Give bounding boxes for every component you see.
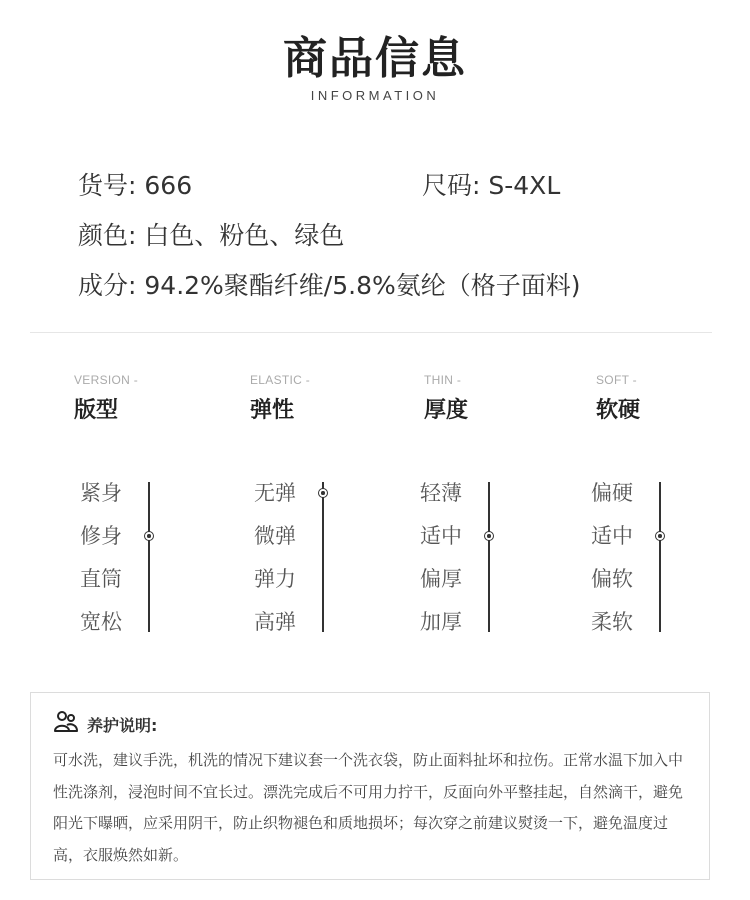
size (422, 170, 560, 202)
scale-thin (420, 478, 560, 634)
item-number-value: 666 (144, 171, 193, 200)
scale-option: 高弹 (254, 610, 296, 634)
scale-option: 适中 (591, 524, 633, 548)
material-label: 成分: (78, 271, 137, 300)
attr-cn-label: 软硬 (596, 398, 641, 423)
item-number-label: 货号: (78, 171, 137, 200)
attr-en-label: THIN - (424, 373, 462, 387)
scale-option: 直筒 (80, 567, 122, 591)
attr-en-label: ELASTIC - (250, 373, 311, 387)
scale-option: 偏硬 (591, 481, 633, 505)
care-text: 可水洗，建议手洗，机洗的情况下建议套一个洗衣袋，防止面料扯坏和拉伤。正常水温下加入中性洗涤剂，浸泡时间不宜长过。漂洗完成后不可用力拧干，反面向外平整挂起，自然滴干，避免阳光下曝晒，应采用阴干，防止织物褪色和质地损坏；每次穿之前建议熨烫一下，避免温度过高，衣服焕然如新。 (53, 751, 684, 864)
scale-option: 宽松 (80, 610, 122, 634)
size-label: 尺码: (422, 171, 481, 200)
scale-option: 无弹 (254, 481, 296, 505)
page-subtitle: INFORMATION (310, 88, 440, 103)
care-header (53, 711, 157, 737)
attr-version-header (74, 370, 204, 426)
divider (30, 332, 712, 333)
attr-elastic-header (250, 370, 380, 426)
scale-marker-icon (144, 531, 154, 541)
care-instructions-box (30, 692, 710, 880)
scale-line (488, 482, 490, 632)
scale-option: 弹力 (254, 567, 296, 591)
scale-line (322, 482, 324, 632)
scale-line (659, 482, 661, 632)
scale-option: 微弹 (254, 524, 296, 548)
scale-line (148, 482, 150, 632)
attr-thin-header (424, 370, 554, 426)
color-value: 白色、粉色、绿色 (144, 221, 345, 250)
item-number (78, 170, 192, 202)
scale-option: 适中 (420, 524, 462, 548)
scale-soft (591, 478, 731, 634)
scale-option: 柔软 (591, 610, 633, 634)
scale-elastic (254, 478, 394, 634)
scale-marker-icon (655, 531, 665, 541)
color-label: 颜色: (78, 221, 137, 250)
material-value: 94.2%聚酯纤维/5.8%氨纶（格子面料) (144, 271, 581, 300)
color (78, 220, 344, 252)
scale-option: 偏软 (591, 567, 633, 591)
scale-option: 加厚 (420, 610, 462, 634)
attr-cn-label: 版型 (74, 398, 119, 423)
scale-option: 偏厚 (420, 567, 462, 591)
attr-en-label: VERSION - (74, 373, 139, 387)
scale-version (80, 478, 220, 634)
page-title: 商品信息 (283, 33, 467, 84)
attr-en-label: SOFT - (596, 373, 637, 387)
scale-option: 紧身 (80, 481, 122, 505)
size-value: S-4XL (488, 171, 561, 200)
scale-marker-icon (484, 531, 494, 541)
care-label: 养护说明: (87, 715, 158, 735)
attr-cn-label: 厚度 (424, 398, 469, 423)
scale-option: 修身 (80, 524, 122, 548)
scale-option: 轻薄 (420, 481, 462, 505)
scale-marker-icon (318, 488, 328, 498)
care-people-icon (53, 710, 79, 738)
attr-soft-header (596, 370, 726, 426)
attr-cn-label: 弹性 (250, 398, 295, 423)
material (78, 270, 581, 302)
